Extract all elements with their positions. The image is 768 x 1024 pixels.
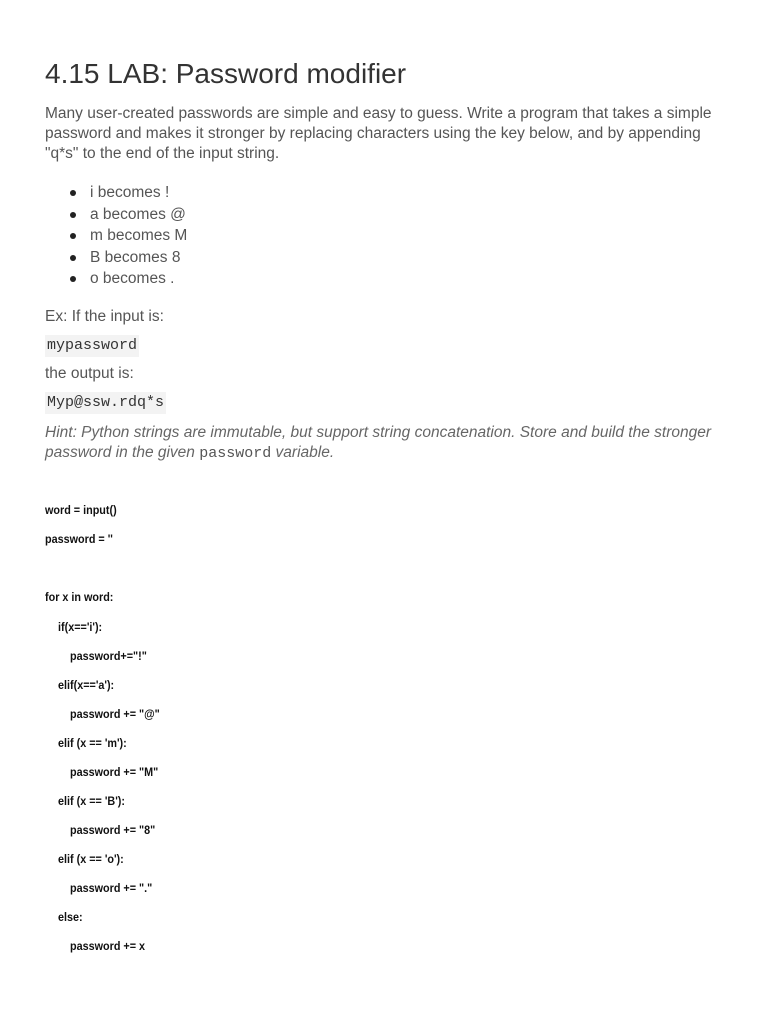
rule-item xyxy=(45,183,187,205)
rule-text: i becomes ! xyxy=(90,184,170,201)
bullet-icon xyxy=(70,190,76,196)
code-line: password += "8" xyxy=(70,823,156,837)
intro-paragraph: Many user-created passwords are simple and easy to guess. Write a program that takes a simple password and makes it stronger by replacing characters using the key below, and by appending "q*s" to the end of the input string. xyxy=(45,105,712,162)
example-input-label: Ex: If the input is: xyxy=(45,308,164,325)
hint-text-end: variable. xyxy=(271,444,335,461)
code-line: password += "." xyxy=(70,881,153,895)
bullet-icon xyxy=(70,255,76,261)
example-output-label: the output is: xyxy=(45,365,134,382)
example-output-code: Myp@ssw.rdq*s xyxy=(45,392,166,414)
code-line: password += x xyxy=(70,939,146,953)
bullet-icon xyxy=(70,276,76,282)
page-title: 4.15 LAB: Password modifier xyxy=(45,58,407,89)
code-line: elif (x == 'B'): xyxy=(58,794,125,808)
rule-text: m becomes M xyxy=(90,227,188,244)
code-line: word = input() xyxy=(45,503,117,517)
code-line: elif (x == 'm'): xyxy=(58,736,127,750)
example-input-code: mypassword xyxy=(45,335,139,357)
hint-text: Hint: Python strings are immutable, but support string concatenation. Store and build the stronger password in the given xyxy=(45,424,712,461)
rule-item xyxy=(45,248,187,270)
code-line: if(x=='i'): xyxy=(58,620,103,634)
code-line: elif(x=='a'): xyxy=(58,678,115,692)
rule-text: o becomes . xyxy=(90,270,175,287)
code-line: password = '' xyxy=(45,532,113,546)
code-line: password+="!" xyxy=(70,649,147,663)
rule-item xyxy=(45,226,187,248)
code-line: password += "M" xyxy=(70,765,159,779)
rule-text: B becomes 8 xyxy=(90,248,181,266)
code-line: password += "@" xyxy=(70,707,160,721)
bullet-icon xyxy=(70,233,76,239)
code-line: for x in word: xyxy=(45,590,114,604)
bullet-icon xyxy=(70,212,76,218)
hint-paragraph xyxy=(45,423,735,464)
hint-variable-name: password xyxy=(199,445,272,462)
code-line: elif (x == 'o'): xyxy=(58,852,124,866)
rule-item xyxy=(45,269,187,291)
code-line: else: xyxy=(58,910,83,924)
rule-item xyxy=(45,205,187,227)
rule-text: a becomes @ xyxy=(90,205,186,223)
replacement-rules-list xyxy=(45,183,187,291)
